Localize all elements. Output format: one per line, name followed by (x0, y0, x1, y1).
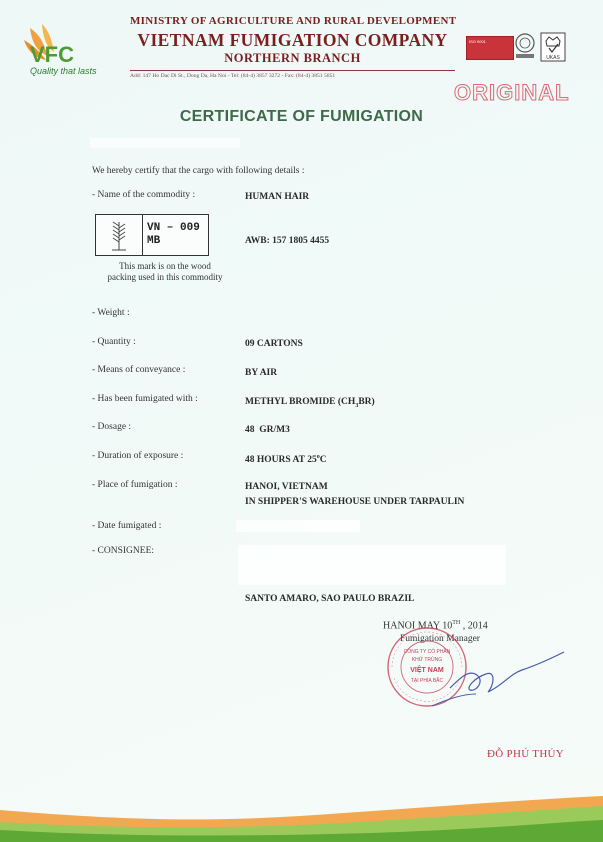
mark-caption-line2: packing used in this commodity (107, 272, 223, 282)
signer-role: Fumigation Manager (400, 634, 480, 644)
exposure-value: 48 HOURS AT 25$^o$C (245, 454, 327, 466)
mark-code (147, 222, 200, 248)
iso-badge-text: ISO 9001 (469, 39, 486, 44)
conveyance-value: BY AIR (245, 368, 278, 378)
stamp-mid-text: KHỬ TRÙNG (411, 657, 443, 663)
conveyance-label: - Means of conveyance : (92, 365, 186, 375)
consignee-city: SANTO AMARO, SAO PAULO BRAZIL (245, 594, 415, 604)
redacted-certificate-number (90, 138, 240, 148)
intro-text: We hereby certify that the cargo with following details : (92, 166, 305, 176)
company-name: VIETNAM FUMIGATION COMPANY (137, 30, 448, 50)
original-stamp: ORIGINAL (454, 80, 570, 105)
fumigant-value: METHYL BROMIDE $(CH_3BR)$ (245, 397, 375, 409)
stamp-center-text: VIỆT NAM (410, 667, 444, 674)
quantity-value: 09 CARTONS (245, 339, 303, 349)
stamp-bottom-text: TẠI PHÍA BẮC (410, 678, 444, 684)
dosage-label: - Dosage : (92, 422, 132, 432)
mark-caption (90, 261, 240, 283)
exposure-label: - Duration of exposure : (92, 451, 184, 461)
weight-label: - Weight : (92, 308, 130, 318)
date-fumigated-label: - Date fumigated : (92, 521, 162, 531)
place-label: - Place of fumigation : (92, 480, 178, 490)
document-title: CERTIFICATE OF FUMIGATION (179, 108, 424, 125)
company-address: Add: 147 Ho Dac Di St., Dong Da, Ha Noi - Tel: (84-4) 3857 3272 - Fax: (84-4) 3851 5851 (130, 73, 336, 79)
commodity-label: - Name of the commodity : (92, 190, 196, 200)
mark-code-line1: VN – 009 (147, 222, 200, 234)
ippc-wheat-icon (100, 218, 138, 252)
branch-name: NORTHERN BRANCH (224, 51, 361, 65)
ministry-name: MINISTRY OF AGRICULTURE AND RURAL DEVELOPMENT (130, 15, 457, 27)
fumigant-label: - Has been fumigated with : (92, 394, 198, 404)
dosage-value: 48 GR/M3 (245, 425, 290, 435)
ukas-text: UKAS (546, 55, 560, 61)
ukas-crown-icon (540, 32, 566, 62)
certification-seal-icon (514, 32, 536, 60)
signer-name: ĐỖ PHÚ THỦY (487, 748, 565, 760)
footer-wave (0, 792, 603, 842)
mark-code-line2: MB (147, 235, 161, 247)
place-line2: IN SHIPPER'S WAREHOUSE UNDER TARPAULIN (245, 497, 465, 507)
redacted-consignee (238, 545, 506, 585)
mark-divider (142, 214, 143, 256)
commodity-value: HUMAN HAIR (245, 192, 310, 202)
redacted-date (236, 520, 360, 532)
place-date: HANOI MAY 10TH , 2014 (383, 620, 488, 632)
company-tagline: Quality that lasts (30, 66, 97, 76)
awb-value: AWB: 157 1805 4455 (245, 236, 330, 246)
consignee-label: - CONSIGNEE: (92, 546, 155, 556)
manager-signature (430, 648, 570, 708)
quantity-label: - Quantity : (92, 337, 136, 347)
stamp-top-text: CÔNG TY CỔ PHẦN (403, 649, 451, 655)
mark-caption-line1: This mark is on the wood (119, 261, 211, 271)
logo-text: VFC (30, 42, 74, 67)
header-divider (130, 70, 455, 71)
place-line1: HANOI, VIETNAM (245, 482, 328, 492)
